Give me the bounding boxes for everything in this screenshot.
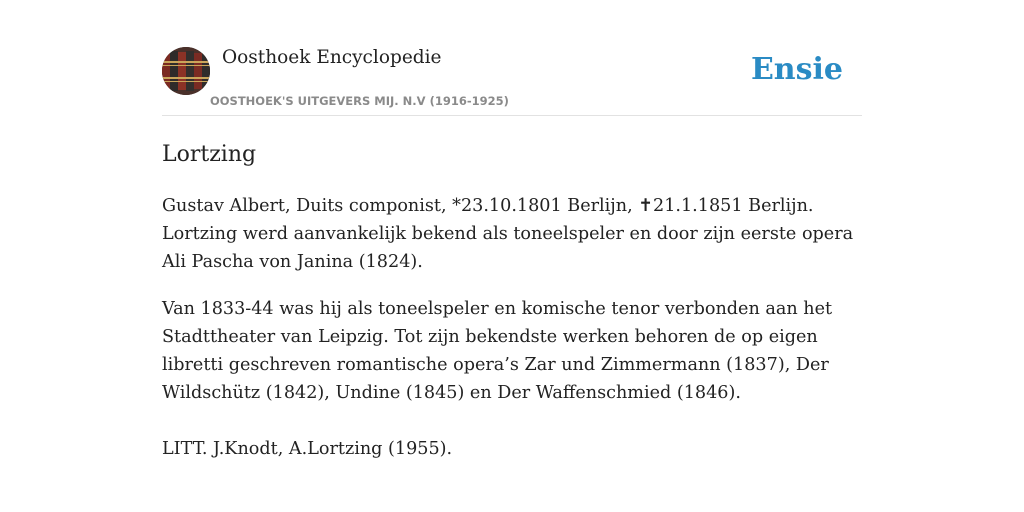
header-divider (162, 115, 862, 116)
entry-paragraph: Gustav Albert, Duits componist, *23.10.1801 Berlijn, ✝21.1.1851 Berlijn. Lortzing werd aanvankelijk bekend als toneelspeler en door zijn eerste opera Ali Pascha von Janina (1824). (162, 196, 854, 272)
entry-title: Lortzing (162, 142, 257, 167)
publisher-label: OOSTHOEK'S UITGEVERS MIJ. N.V (1916-1925) (210, 94, 509, 108)
publication-avatar (162, 47, 210, 95)
entry-body (162, 192, 862, 463)
brand-logo-link[interactable]: Ensie (750, 52, 843, 87)
entry-paragraph: Van 1833-44 was hij als toneelspeler en komische tenor verbonden aan het Stadttheater van Leipzig. Tot zijn bekendste werken behoren de op eigen libretti geschreven romantische opera’s Zar und Zimmermann (1837), Der Wildschütz (1842), Undine (1845) en Der Waffenschmied (1846). (162, 299, 833, 403)
book-spines-icon (162, 47, 210, 95)
literature-reference: LITT. J.Knodt, A.Lortzing (1955). (162, 439, 453, 459)
publication-title[interactable]: Oosthoek Encyclopedie (222, 47, 442, 68)
